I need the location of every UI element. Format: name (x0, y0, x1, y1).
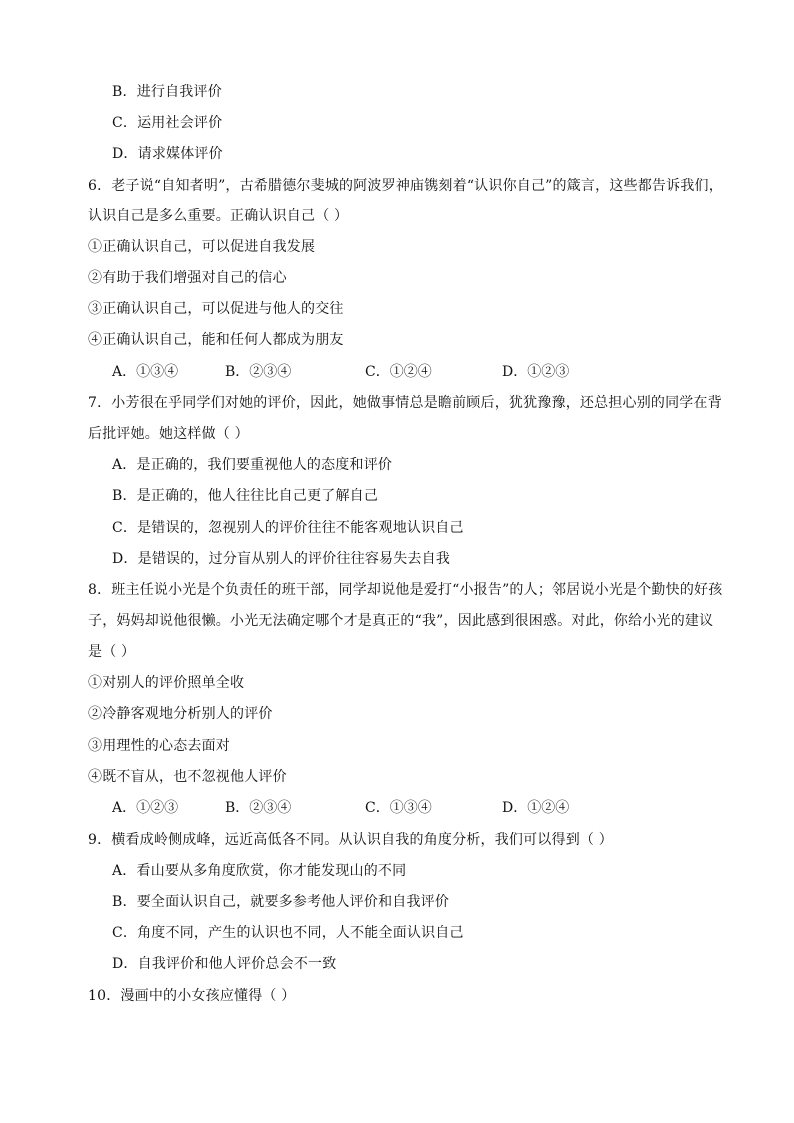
question-6-stem-line-2: 认识自己是多么重要。正确认识自己（ ） (88, 208, 349, 224)
option-d: D．请求媒体评价 (112, 146, 223, 162)
option-d: D．自我评价和他人评价总会不一致 (112, 956, 337, 972)
option-a: A．是正确的，我们要重视他人的态度和评价 (112, 457, 393, 473)
option-a: A．看山要从多角度欣赏，你才能发现山的不同 (112, 863, 407, 879)
option-b: B．②③④ (225, 364, 292, 380)
option-d: D．①②③ (502, 364, 570, 380)
option-c: C．角度不同，产生的认识也不同，人不能全面认识自己 (112, 925, 464, 941)
option-b: B．②③④ (225, 800, 292, 816)
question-6-stem-line-1: 6．老子说“自知者明”，古希腊德尔斐城的阿波罗神庙镌刻着“认识你自己”的箴言，这些都告诉我们， (88, 178, 723, 194)
option-b: B．是正确的，他人往往比自己更了解自己 (112, 488, 379, 504)
question-8-stem-line-3: 是（ ） (88, 644, 136, 660)
question-8-stem-line-2: 子，妈妈却说他很懒。小光无法确定哪个才是真正的“我”，因此感到很困惑。对此，你给小光的建议 (88, 613, 714, 629)
question-6-statement-2: ②有助于我们增强对自己的信心 (88, 270, 287, 286)
option-b: B．要全面认识自己，就要多参考他人评价和自我评价 (112, 894, 450, 910)
question-8-statement-3: ③用理性的心态去面对 (88, 738, 230, 754)
question-8-statement-4: ④既不盲从，也不忽视他人评价 (88, 769, 287, 785)
option-a: A．①③④ (112, 364, 179, 380)
option-d: D．①②④ (502, 800, 570, 816)
question-6-statement-3: ③正确认识自己，可以促进与他人的交往 (88, 301, 344, 317)
option-c: C．运用社会评价 (112, 115, 223, 131)
option-d: D．是错误的，过分盲从别人的评价往往容易失去自我 (112, 551, 451, 567)
question-8-statement-2: ②冷静客观地分析别人的评价 (88, 706, 273, 722)
question-8-stem-line-1: 8．班主任说小光是个负责任的班干部，同学却说他是爱打“小报告”的人；邻居说小光是个勤快的好孩 (88, 582, 723, 598)
option-c: C．①②④ (365, 364, 432, 380)
option-a: A．①②③ (112, 800, 179, 816)
option-b: B．进行自我评价 (112, 84, 222, 100)
option-c: C．①③④ (365, 800, 432, 816)
question-6-statement-1: ①正确认识自己，可以促进自我发展 (88, 239, 316, 255)
option-c: C．是错误的，忽视别人的评价往往不能客观地认识自己 (112, 520, 464, 536)
question-8-statement-1: ①对别人的评价照单全收 (88, 675, 245, 691)
question-9-stem: 9．横看成岭侧成峰，远近高低各不同。从认识自我的角度分析，我们可以得到（ ） (88, 832, 613, 848)
question-7-stem-line-1: 7．小芳很在乎同学们对她的评价，因此，她做事情总是瞻前顾后，犹犹豫豫，还总担心别的同学在背 (88, 395, 722, 411)
question-7-stem-line-2: 后批评她。她这样做（ ） (88, 426, 249, 442)
question-6-statement-4: ④正确认识自己，能和任何人都成为朋友 (88, 332, 344, 348)
question-10-stem: 10．漫画中的小女孩应懂得（ ） (88, 988, 296, 1004)
